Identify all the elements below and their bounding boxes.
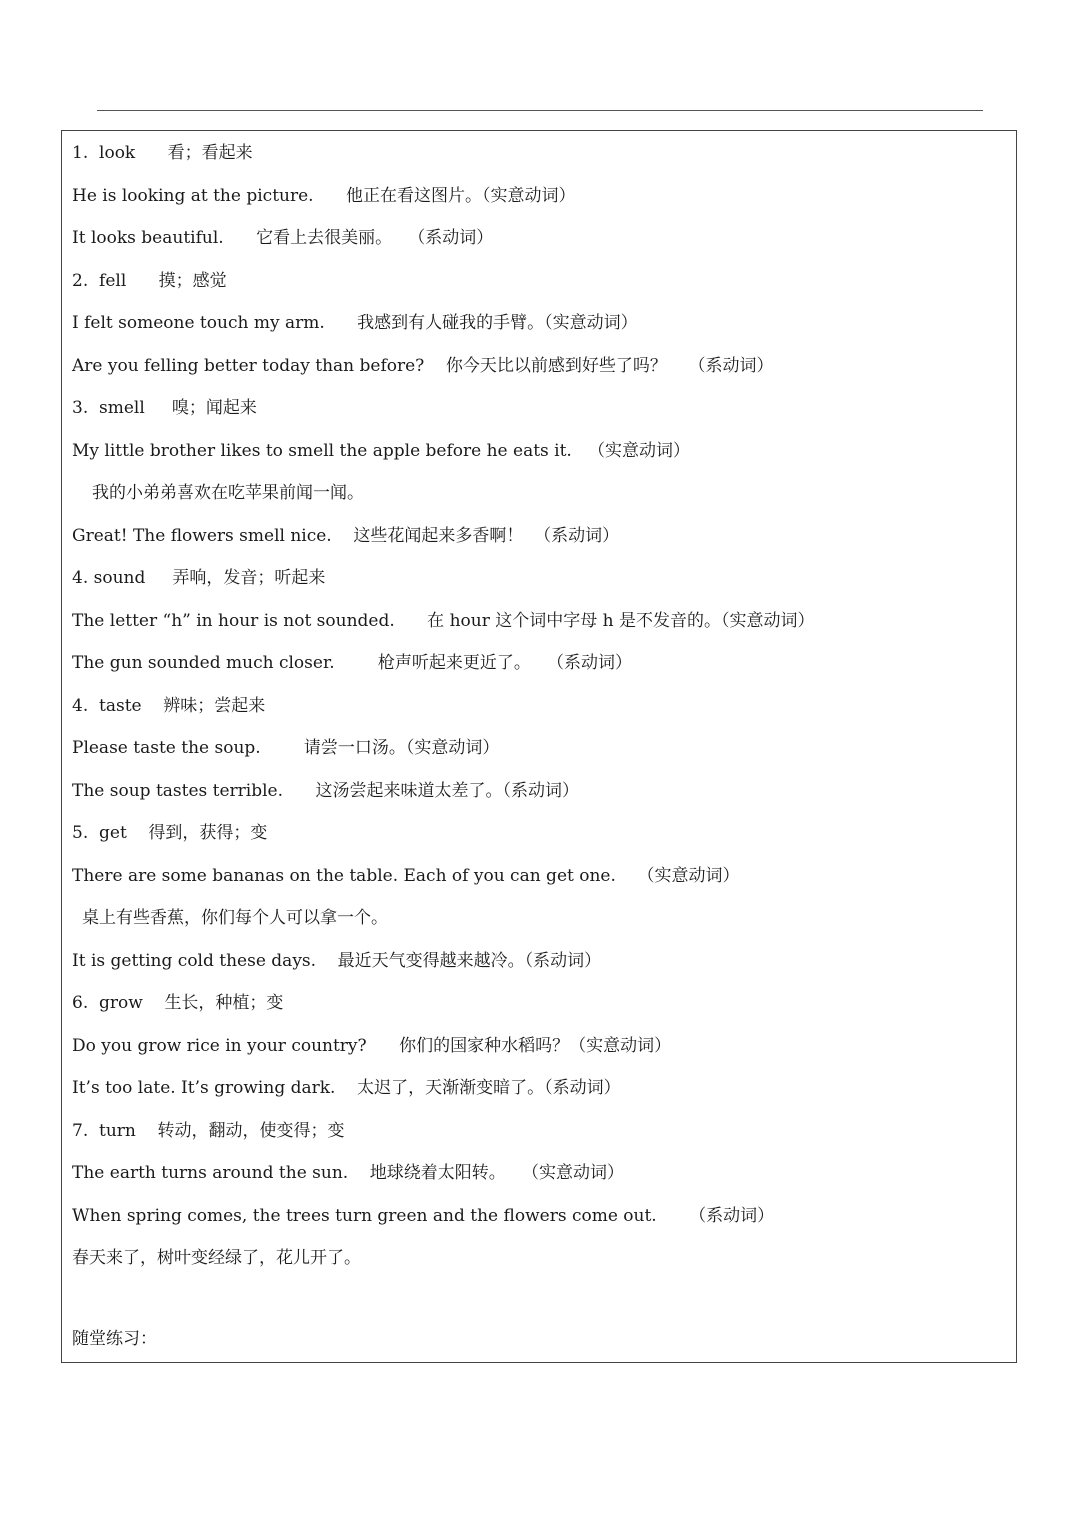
- heading-look: 1. look 看；看起来: [72, 143, 253, 163]
- example-line: It looks beautiful. 它看上去很美丽。 （系动词）: [72, 228, 494, 248]
- heading-smell: 3. smell 嗅；闻起来: [72, 398, 257, 418]
- example-line: Are you felling better today than before? 你今天比以前感到好些了吗？ （系动词）: [72, 355, 774, 376]
- translation-line: 桌上有些香蕉，你们每个人可以拿一个。: [82, 908, 388, 928]
- exercise-label: 随堂练习：: [72, 1329, 157, 1349]
- example-line: The gun sounded much closer. 枪声听起来更近了。 （系动词）: [72, 653, 633, 673]
- header-rule: [97, 110, 983, 111]
- example-line: The letter “h” in hour is not sounded. 在 hour 这个词中字母 h 是不发音的。（实意动词）: [72, 610, 815, 631]
- example-line: He is looking at the picture. 他正在看这图片。（实意动词）: [72, 185, 576, 206]
- heading-sound: 4. sound 弄响，发音；听起来: [72, 568, 326, 588]
- heading-grow: 6. grow 生长，种植；变: [72, 993, 284, 1013]
- example-line: It is getting cold these days. 最近天气变得越来越冷。（系动词）: [72, 950, 602, 971]
- heading-taste: 4. taste 辨味；尝起来: [72, 695, 266, 716]
- translation-line: 春天来了，树叶变经绿了，花儿开了。: [72, 1248, 361, 1268]
- translation-line: 我的小弟弟喜欢在吃苹果前闻一闻。: [92, 483, 364, 503]
- example-line: The earth turns around the sun. 地球绕着太阳转。 （实意动词）: [72, 1163, 625, 1183]
- example-line: Great! The flowers smell nice. 这些花闻起来多香啊！ （系动词）: [72, 525, 620, 546]
- example-line: Please taste the soup. 请尝一口汤。（实意动词）: [72, 738, 500, 758]
- heading-fell: 2. fell 摸；感觉: [72, 270, 227, 291]
- content-lines: [72, 139, 1006, 1287]
- example-line: I felt someone touch my arm. 我感到有人碰我的手臂。（实意动词）: [72, 313, 638, 333]
- example-line: My little brother likes to smell the apple before he eats it. （实意动词）: [72, 440, 691, 461]
- heading-turn: 7. turn 转动，翻动，使变得；变: [72, 1120, 345, 1141]
- example-line: Do you grow rice in your country? 你们的国家种水稻吗？（实意动词）: [72, 1035, 672, 1056]
- example-line: There are some bananas on the table. Each of you can get one. （实意动词）: [72, 865, 740, 886]
- example-line: When spring comes, the trees turn green and the flowers come out. （系动词）: [72, 1205, 775, 1226]
- example-line: It’s too late. It’s growing dark. 太迟了，天渐渐变暗了。（系动词）: [72, 1078, 621, 1098]
- example-line: The soup tastes terrible. 这汤尝起来味道太差了。（系动词）: [72, 780, 579, 801]
- content-box: [61, 130, 1017, 1363]
- heading-get: 5. get 得到，获得；变: [72, 823, 268, 843]
